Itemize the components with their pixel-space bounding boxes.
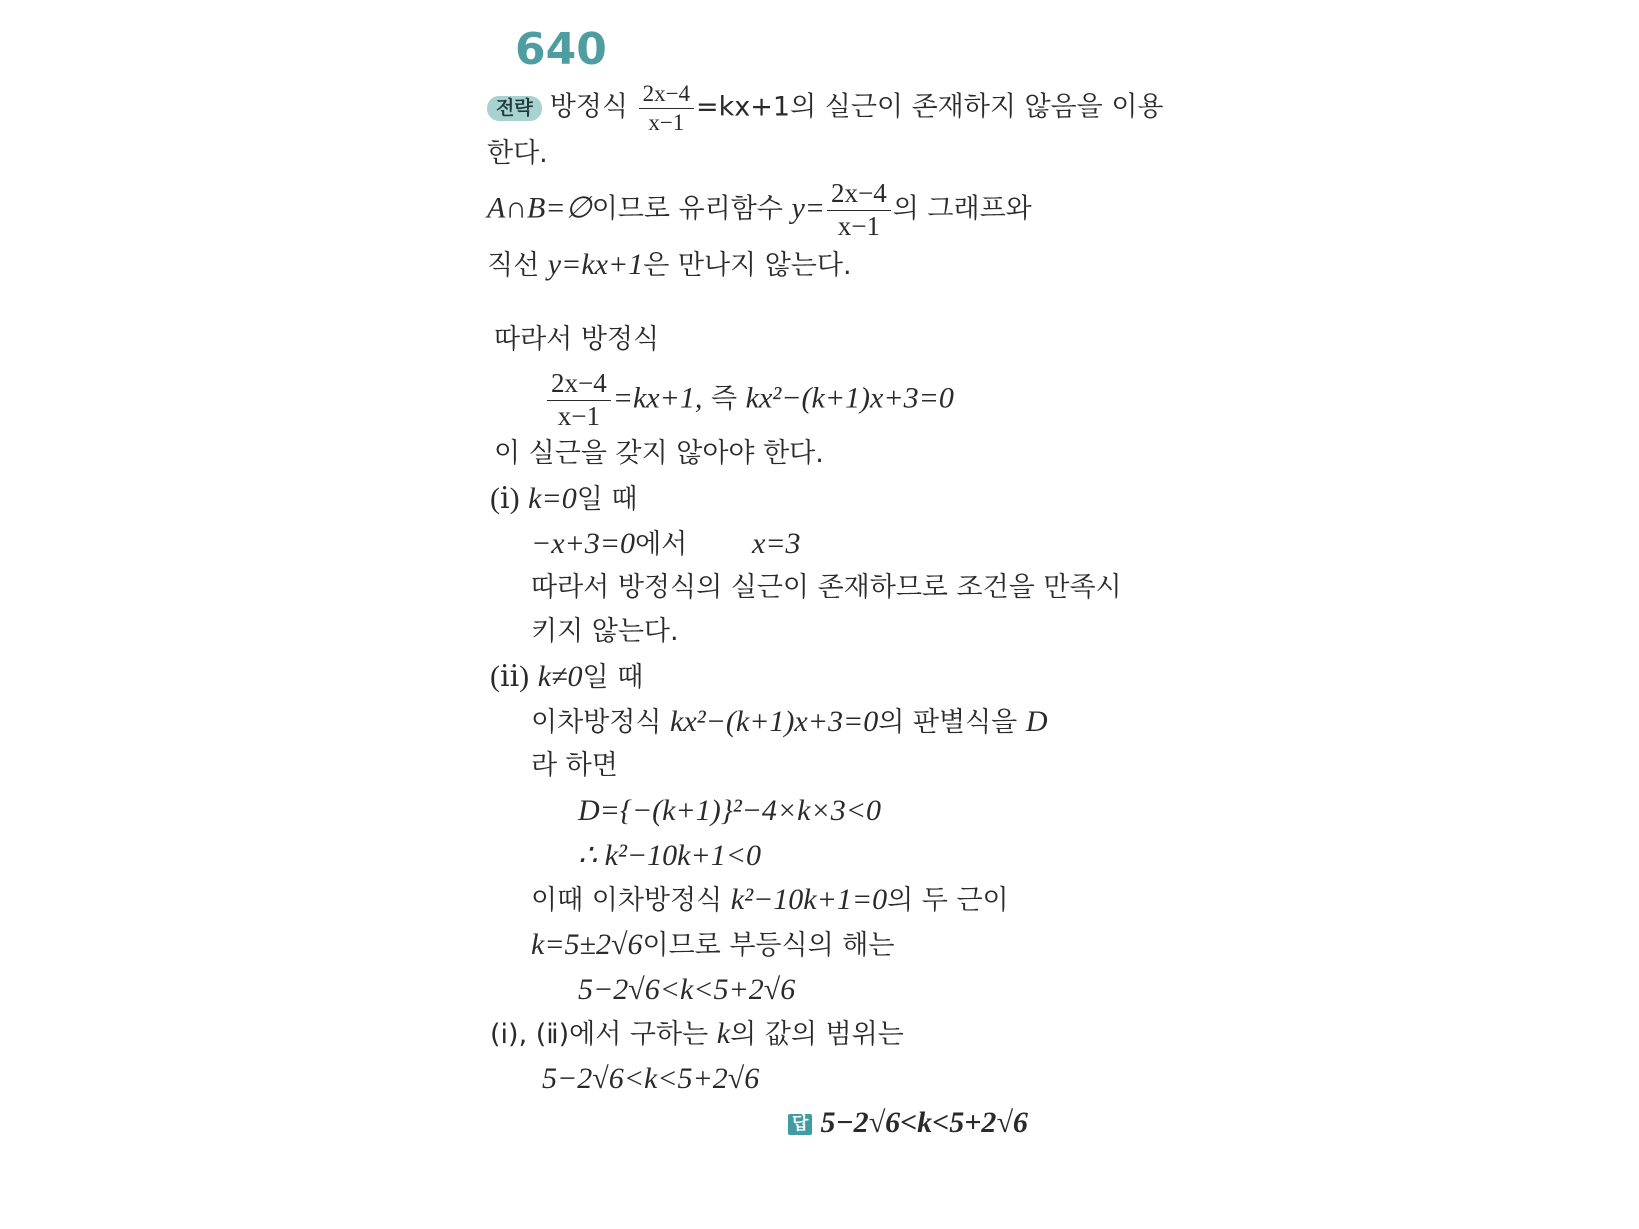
para2-fraction bbox=[547, 370, 611, 430]
case2-line1 bbox=[531, 707, 1048, 737]
fraction-denominator: x−1 bbox=[557, 401, 600, 431]
case1-solution: x=3 bbox=[752, 527, 801, 560]
case1-cond-tail: 일 때 bbox=[576, 484, 638, 515]
conclusion-range: 5−2√6<k<5+2√6 bbox=[542, 1062, 760, 1095]
para2-jeuk: 즉 bbox=[710, 383, 738, 415]
case1-text1: 따라서 방정식의 실근이 존재하므로 조건을 만족시 bbox=[531, 572, 1122, 603]
case2-t3-tail: 의 두 근이 bbox=[887, 885, 1009, 916]
strategy-badge: 전략 bbox=[487, 96, 542, 121]
answer-value: 5−2√6<k<5+2√6 bbox=[820, 1106, 1028, 1139]
case2-line3 bbox=[531, 885, 1009, 915]
case2-cond-tail: 일 때 bbox=[582, 662, 644, 693]
case2-discriminant: D={−(k+1)}²−4×k×3<0 bbox=[578, 794, 881, 827]
case2-line4 bbox=[531, 930, 894, 960]
fraction-denominator: x−1 bbox=[837, 211, 880, 241]
para1-fraction bbox=[827, 180, 891, 240]
para1-line2-a: 직선 bbox=[487, 250, 540, 281]
set-intersection: A∩B=∅ bbox=[487, 191, 592, 225]
conclusion-tail: 의 값의 범위는 bbox=[730, 1019, 904, 1050]
para2-equation bbox=[545, 370, 954, 430]
strategy-continuation: 한다. bbox=[487, 138, 548, 169]
conclusion-line bbox=[490, 1019, 904, 1049]
case2-t1-D: D bbox=[1025, 705, 1048, 738]
para1-line2 bbox=[487, 250, 852, 280]
para1-text-c: 의 그래프와 bbox=[892, 193, 1032, 225]
case1-cond: k=0 bbox=[528, 482, 577, 515]
case2-t1-eq: kx²−(k+1)x+3=0 bbox=[670, 705, 879, 738]
para1-text-b: 이므로 유리함수 bbox=[591, 193, 783, 225]
case2-t3-eq: k²−10k+1=0 bbox=[730, 883, 888, 916]
para1-line1 bbox=[487, 180, 1032, 240]
para2-lead: 따라서 방정식 bbox=[494, 324, 660, 355]
case1-eq-tail: 에서 bbox=[635, 529, 688, 560]
case1-equation bbox=[531, 529, 687, 559]
case2-t1-tail: 의 판별식을 bbox=[878, 707, 1018, 738]
case2-heading bbox=[490, 662, 643, 692]
fraction-denominator: x−1 bbox=[648, 110, 685, 135]
para1-y: y= bbox=[791, 191, 826, 225]
para1-line2-b: 은 만나지 않는다. bbox=[643, 250, 852, 281]
case2-label: (ⅱ) bbox=[490, 660, 530, 693]
case1-text2: 키지 않는다. bbox=[531, 616, 679, 647]
case1-label: (ⅰ) bbox=[490, 482, 520, 515]
conclusion-k: k bbox=[716, 1017, 731, 1050]
strategy-lead: 방정식 bbox=[549, 91, 628, 123]
para2-eq2: kx²−(k+1)x+3=0 bbox=[745, 381, 954, 415]
para2-tail: 이 실근을 갖지 않아야 한다. bbox=[494, 438, 824, 469]
fraction-numerator: 2x−4 bbox=[547, 370, 611, 401]
line-equation: y=kx+1 bbox=[547, 248, 644, 281]
strategy-tail: =kx+1의 실근이 존재하지 않음을 이용 bbox=[696, 91, 1164, 123]
case2-cond: k≠0 bbox=[537, 660, 583, 693]
case2-t3: 이때 이차방정식 bbox=[531, 885, 723, 916]
case2-inequality: ∴ k²−10k+1<0 bbox=[578, 839, 761, 872]
case2-t2: 라 하면 bbox=[531, 750, 618, 781]
problem-number: 640 bbox=[515, 24, 607, 75]
case2-roots: k=5±2√6 bbox=[531, 928, 643, 961]
para2-eq1: =kx+1, bbox=[612, 381, 703, 415]
case1-eq: −x+3=0 bbox=[531, 527, 636, 560]
fraction-numerator: 2x−4 bbox=[639, 82, 694, 109]
conclusion-lead: (ⅰ), (ⅱ)에서 구하는 bbox=[490, 1019, 709, 1050]
case2-solution: 5−2√6<k<5+2√6 bbox=[578, 973, 796, 1006]
fraction-numerator: 2x−4 bbox=[827, 180, 891, 211]
answer-line bbox=[788, 1108, 1028, 1138]
case2-t1: 이차방정식 bbox=[531, 707, 662, 738]
strategy-line bbox=[487, 82, 1163, 134]
strategy-fraction bbox=[639, 82, 694, 134]
answer-badge: 답 bbox=[788, 1114, 812, 1135]
case2-roots-tail: 이므로 부등식의 해는 bbox=[642, 930, 895, 961]
case1-heading bbox=[490, 484, 637, 514]
